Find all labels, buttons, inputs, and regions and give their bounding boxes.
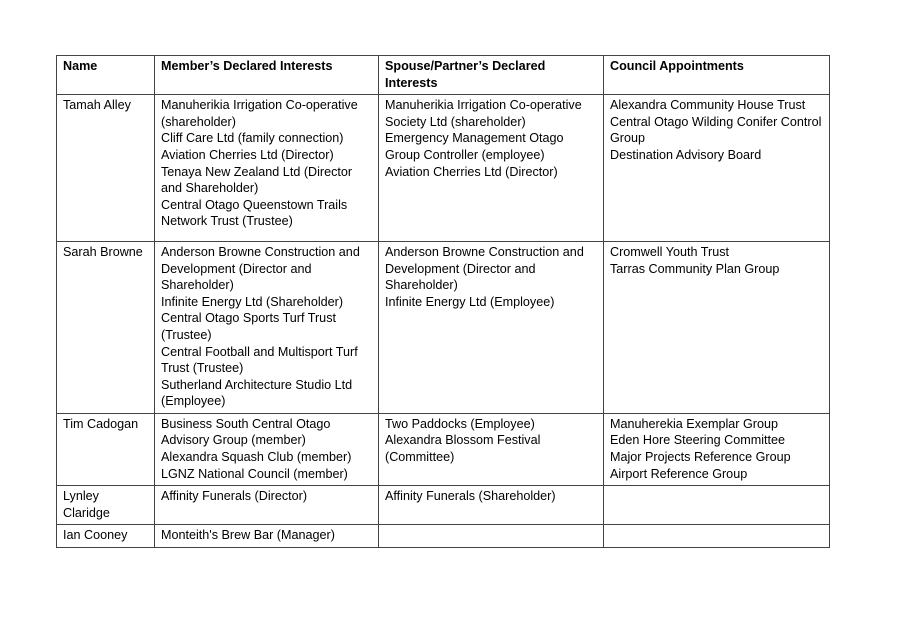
spouse-interest: Manuherikia Irrigation Co-operative Society Ltd (shareholder)	[385, 98, 582, 129]
council-appointment: Airport Reference Group	[610, 466, 748, 481]
spouse-interest: Emergency Management Otago Group Controller (employee)	[385, 131, 564, 162]
declared-interests-table	[56, 55, 830, 548]
header-row	[57, 56, 830, 95]
cell-council-appointments	[604, 486, 830, 525]
cell-name: Sarah Browne	[57, 241, 155, 413]
council-appointment: Destination Advisory Board	[610, 147, 762, 162]
cell-council-appointments	[604, 525, 830, 548]
table-row	[57, 525, 830, 548]
spouse-interest: Anderson Browne Construction and Development (Director and Shareholder)	[385, 244, 584, 293]
spouse-interest: Infinite Energy Ltd (Employee)	[385, 294, 555, 309]
member-interest: Affinity Funerals (Director)	[161, 489, 308, 504]
spouse-interest: Affinity Funerals (Shareholder)	[385, 489, 556, 504]
member-interest: Infinite Energy Ltd (Shareholder)	[161, 294, 344, 309]
cell-spouse-interests	[379, 241, 604, 413]
header-council-appointments: Council Appointments	[604, 56, 830, 95]
header-member-interests: Member’s Declared Interests	[155, 56, 379, 95]
council-appointment: Central Otago Wilding Conifer Control Group	[610, 114, 822, 146]
cell-member-interests	[155, 241, 379, 413]
member-interest: LGNZ National Council (member)	[161, 466, 348, 481]
member-interest: Cliff Care Ltd (family connection)	[161, 131, 344, 146]
council-appointment: Alexandra Community House Trust	[610, 98, 806, 113]
council-appointment: Major Projects Reference Group	[610, 450, 791, 465]
cell-member-interests	[155, 413, 379, 485]
cell-name: Tamah Alley	[57, 95, 155, 242]
spouse-interest: Aviation Cherries Ltd (Director)	[385, 164, 558, 179]
table-row	[57, 486, 830, 525]
cell-name: Tim Cadogan	[57, 413, 155, 485]
cell-member-interests	[155, 95, 379, 242]
member-interest: Central Football and Multisport Turf Trust (Trustee)	[161, 344, 358, 376]
member-interest: Aviation Cherries Ltd (Director)	[161, 147, 334, 162]
spouse-interest: Two Paddocks (Employee)	[385, 416, 535, 431]
cell-council-appointments	[604, 413, 830, 485]
cell-name: Ian Cooney	[57, 525, 155, 548]
cell-spouse-interests	[379, 413, 604, 485]
council-appointment: Tarras Community Plan Group	[610, 261, 780, 276]
member-interest: Manuherikia Irrigation Co-operative (shareholder)	[161, 98, 358, 129]
table-row	[57, 95, 830, 242]
header-name: Name	[57, 56, 155, 95]
member-interest: Business South Central Otago Advisory Group (member)	[161, 416, 331, 448]
table-row	[57, 413, 830, 485]
cell-council-appointments	[604, 241, 830, 413]
table-row	[57, 241, 830, 413]
member-interest: Anderson Browne Construction and Development (Director and Shareholder)	[161, 244, 360, 293]
council-appointment: Cromwell Youth Trust	[610, 244, 729, 259]
cell-member-interests	[155, 525, 379, 548]
member-interest: Monteith's Brew Bar (Manager)	[161, 528, 335, 543]
header-spouse-interests: Spouse/Partner’s Declared Interests	[379, 56, 604, 95]
member-interest: Tenaya New Zealand Ltd (Director and Shareholder)	[161, 164, 353, 196]
cell-council-appointments	[604, 95, 830, 242]
cell-spouse-interests	[379, 525, 604, 548]
cell-member-interests	[155, 486, 379, 525]
cell-spouse-interests	[379, 95, 604, 242]
member-interest: Central Otago Sports Turf Trust (Trustee)	[161, 311, 336, 342]
council-appointment: Eden Hore Steering Committee	[610, 433, 785, 448]
member-interest: Sutherland Architecture Studio Ltd (Employee)	[161, 377, 353, 409]
cell-name: Lynley Claridge	[57, 486, 155, 525]
spouse-interest: Alexandra Blossom Festival (Committee)	[385, 433, 541, 465]
member-interest: Alexandra Squash Club (member)	[161, 450, 352, 465]
cell-spouse-interests	[379, 486, 604, 525]
council-appointment: Manuherekia Exemplar Group	[610, 416, 778, 431]
member-interest: Central Otago Queenstown Trails Network Trust (Trustee)	[161, 197, 348, 229]
